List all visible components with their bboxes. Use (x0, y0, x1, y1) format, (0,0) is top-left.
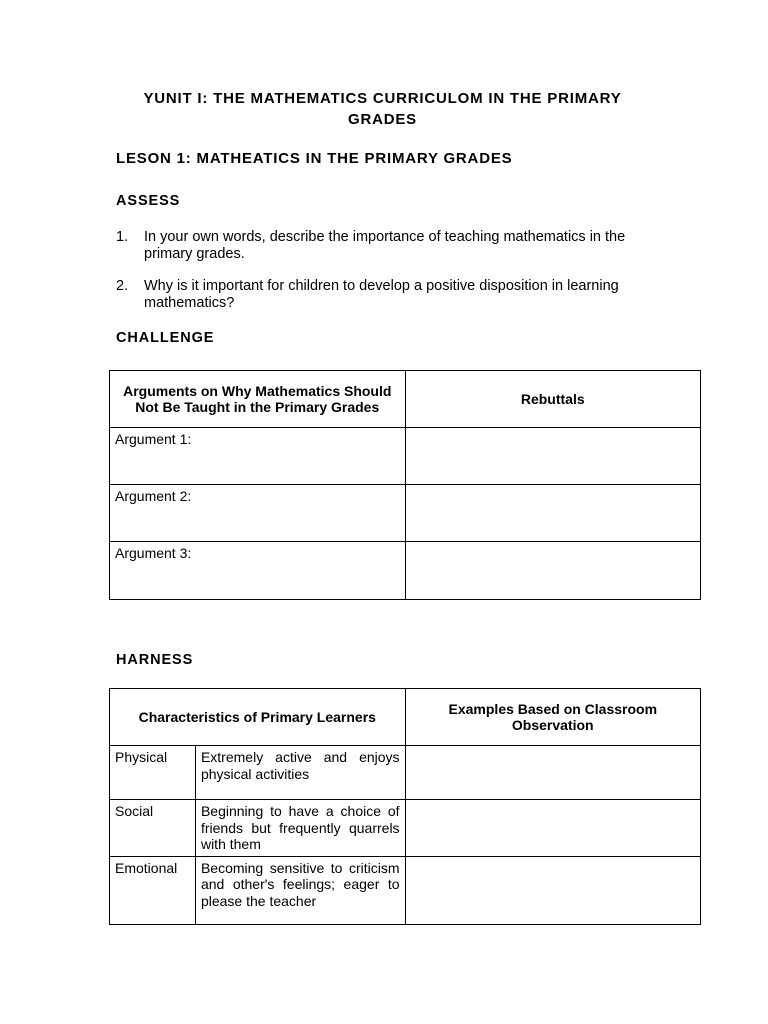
table-row (110, 856, 701, 924)
question-number: 2. (116, 278, 129, 294)
assess-question-2 (116, 278, 656, 311)
examples-column-header: Examples Based on Classroom Observation (405, 689, 700, 746)
domain-cell: Physical (110, 746, 196, 800)
argument-cell: Argument 3: (110, 542, 406, 600)
table-row (110, 428, 701, 485)
characteristics-column-header: Characteristics of Primary Learners (110, 689, 406, 746)
question-text: Why is it important for children to develop a positive disposition in learning mathematics? (144, 278, 619, 311)
example-cell[interactable] (405, 800, 700, 857)
question-text: In your own words, describe the importance of teaching mathematics in the primary grades. (144, 229, 626, 262)
characteristic-cell: Beginning to have a choice of friends but frequently quarrels with them (195, 800, 405, 857)
arguments-column-header: Arguments on Why Mathematics Should Not Be Taught in the Primary Grades (110, 371, 406, 428)
harness-heading: HARNESS (116, 652, 194, 668)
rebuttal-cell[interactable] (405, 542, 700, 600)
rebuttal-cell[interactable] (405, 428, 700, 485)
table-row (110, 746, 701, 800)
challenge-table (109, 370, 701, 600)
example-cell[interactable] (405, 746, 700, 800)
rebuttals-column-header: Rebuttals (405, 371, 700, 428)
challenge-heading: CHALLENGE (116, 330, 215, 346)
domain-cell: Emotional (110, 856, 196, 924)
table-header-row (110, 371, 701, 428)
argument-cell: Argument 1: (110, 428, 406, 485)
table-row (110, 800, 701, 857)
harness-table (109, 688, 701, 925)
argument-cell: Argument 2: (110, 485, 406, 542)
table-row (110, 485, 701, 542)
table-row (110, 542, 701, 600)
question-number: 1. (116, 229, 129, 245)
characteristic-cell: Extremely active and enjoys physical activities (195, 746, 405, 800)
rebuttal-cell[interactable] (405, 485, 700, 542)
unit-title: YUNIT I: THE MATHEMATICS CURRICULOM IN THE PRIMARY GRADES (143, 90, 622, 128)
characteristic-cell: Becoming sensitive to criticism and other's feelings; eager to please the teacher (195, 856, 405, 924)
example-cell[interactable] (405, 856, 700, 924)
domain-cell: Social (110, 800, 196, 857)
table-header-row (110, 689, 701, 746)
lesson-title: LESON 1: MATHEATICS IN THE PRIMARY GRADES (116, 150, 513, 167)
assess-question-1 (116, 229, 656, 262)
assess-heading: ASSESS (116, 193, 181, 209)
